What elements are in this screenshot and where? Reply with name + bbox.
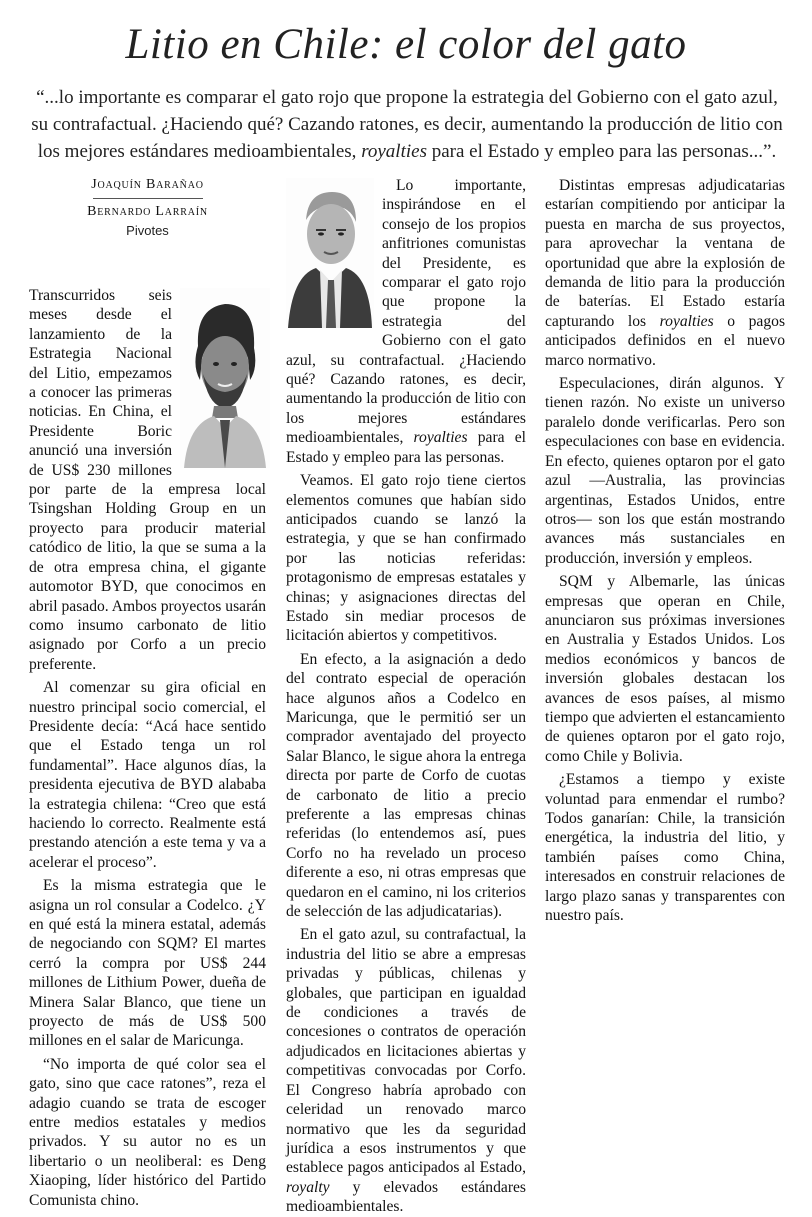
- article-title: Litio en Chile: el color del gato: [125, 21, 687, 68]
- paragraph: En efecto, a la asignación a dedo del contrato especial de operación hace algunos años a Codelco en Maricunga, que le permitió ser un comprador aventajado del proyecto Salar Blanco, le sigue ahora la entrega directa por parte de Corfo de cuotas de carbonato de litio a precio preferente a las empresas chinas referidas (lo entendemos así, pues Corfo no ha revelado un proceso diferente a eso, ni otras empresas que quedaron en el camino, ni los criterios de selección de las adjudicatarias).: [286, 650, 526, 921]
- paragraph: Transcurridos seis meses desde el lanzamiento de la Estrategia Nacional del Litio, empezamos a conocer las primeras noticias. En China, el Presidente Boric anunció una inversión de US$ 230 millones por parte de la empresa local Tsingshan Holding Group en un proyecto para producir material catódico de litio, la que se suma a la de otra empresa china, el gigante automotor BYD, que conocimos en abril pasado. Ambos proyectos usarán como insumo carbonato de litio asignado por Corfo a un precio preferente.: [29, 286, 266, 674]
- paragraph: Al comenzar su gira oficial en nuestro principal socio comercial, el Presidente decía: “Acá hace sentido que el Estado tenga un rol fundamental”. Hace algunos días, la presidenta ejecutiva de BYD alababa la estrategia chilena: “Creo que está haciendo lo correcto. Realmente está prestando atención a este tema y va a acelerar el proceso”.: [29, 679, 266, 871]
- paragraph: ¿Estamos a tiempo y existe voluntad para enmendar el rumbo? Todos ganarían: Chile, la transición energética, la industria del litio, y también países como China, interesados en construir relaciones de largo plazo sanas y transparentes con nuestro país.: [545, 771, 785, 925]
- byline: [29, 175, 266, 240]
- paragraph: En el gato azul, su contrafactual, la industria del litio se abre a empresas privadas y públicas, chilenas y globales, que participan en igualdad de condiciones a través de concesiones o contratos de operación adjudicados en licitaciones abiertas y competitivas convocadas por Corfo. El Congreso habría aprobado con celeridad un renovado marco normativo que les da seguridad jurídica a esos instrumentos y que establece pagos anticipados al Estado, royalty y elevados estándares medioambientales.: [286, 926, 527, 1216]
- column-3: [545, 176, 785, 925]
- column-2: [286, 176, 526, 1217]
- author-role: Pivotes: [126, 223, 169, 238]
- column-1: [29, 175, 266, 1210]
- lead-quote-text: “...lo importante es comparar el gato rojo que propone la estrategia del Gobierno con el gato azul, su contrafactual. ¿Haciendo qué? Cazando ratones, es decir, aumentando la producción de litio con los mejores estándares medioambientales,: [31, 87, 783, 162]
- lead-quote-italic: royalties: [361, 141, 427, 162]
- author-1: Joaquín Barañao: [91, 177, 204, 192]
- paragraph: Lo importante, inspirándose en el consejo de los propios anfitriones comunistas del Presidente, es comparar el gato rojo que propone la estrategia del Gobierno con el gato azul, su contrafactual. ¿Haciendo qué? Cazando ratones, es decir, aumentando la producción de litio con los mejores estándares medioambientales, royalties para el Estado y empleo para las personas.: [286, 177, 526, 466]
- lead-quote-end: para el Estado y empleo para las personas...”.: [426, 141, 777, 162]
- paragraph: Veamos. El gato rojo tiene ciertos elementos comunes que habían sido anticipados cuando se lanzó la estrategia, y que se han confirmado por las noticias referidas: protagonismo de empresas estatales y chinas; y asignaciones directas del Estado sin mediar procesos de licitación abiertos y competitivos.: [286, 472, 526, 645]
- paragraph: SQM y Albemarle, las únicas empresas que operan en Chile, anunciaron sus próximas inversiones en Australia y Estados Unidos. Los medios económicos y bancos de inversión globales destacan los avances de esos países, al mismo tiempo que advierten el estancamiento de quienes optaron por el gato rojo, como Chile y Bolivia.: [545, 573, 785, 765]
- byline-divider: [93, 198, 203, 199]
- author-2: Bernardo Larraín: [87, 204, 208, 219]
- paragraph: Es la misma estrategia que le asigna un rol consular a Codelco. ¿Y en qué está la minera estatal, además de negociando con SQM? El martes cerró la compra por US$ 244 millones de Lithium Power, dueña de Minera Salar Blanco, que tiene un proyecto de más de US$ 500 millones en el salar de Maricunga.: [29, 877, 266, 1050]
- author-photo-2: [286, 178, 374, 328]
- paragraph: Distintas empresas adjudicatarias estarían compitiendo por anticipar la puesta en marcha de sus proyectos, para aprovechar la ventana de oportunidad que abre la explosión de demanda de litio para la producción de baterías. El Estado estaría capturando los royalties o pagos anticipados definidos en el nuevo marco normativo.: [545, 177, 786, 369]
- author-photo-1: [180, 288, 270, 468]
- paragraph: “No importa de qué color sea el gato, sino que cace ratones”, reza el adagio cuando se trata de escoger entre medios estatales y medios privados. Y su autor no es un libertario o un neoliberal: es Deng Xiaoping, líder histórico del Partido Comunista chino.: [29, 1055, 266, 1209]
- lead-quote: [28, 84, 786, 165]
- paragraph: Especulaciones, dirán algunos. Y tienen razón. No existe un universo paralelo donde verificarlas. Pero son especulaciones con base en evidencia. En efecto, quienes optaron por el gato azul —Australia, las provincias argentinas, Estados Unidos, entre otros— son los que están mostrando avances más sustanciales en producción, inversión y empleos.: [545, 375, 785, 567]
